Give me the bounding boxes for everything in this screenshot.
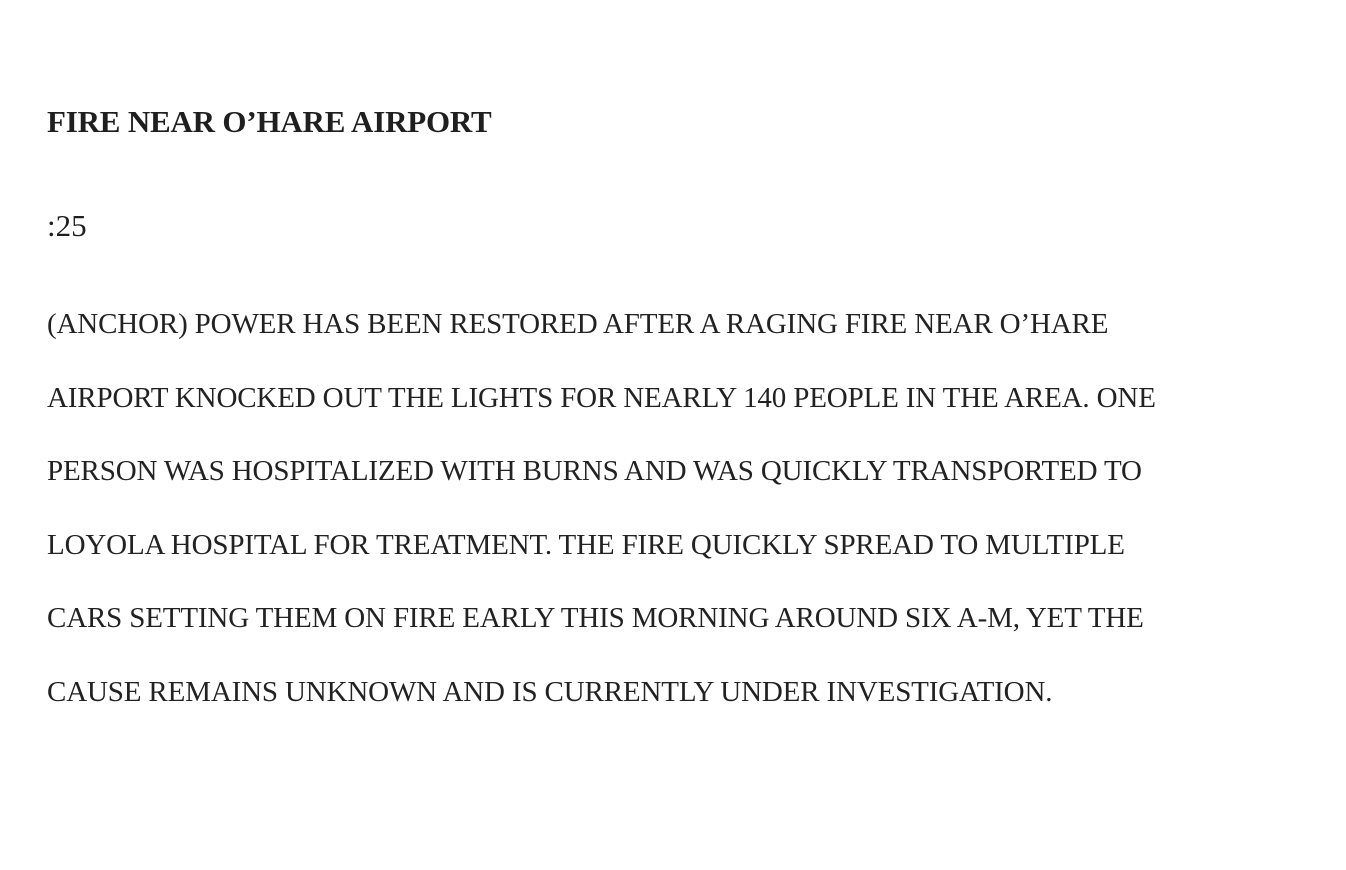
anchor-copy-line: CARS SETTING THEM ON FIRE EARLY THIS MORNING AROUND SIX A-M, YET THE (47, 602, 1144, 635)
anchor-copy-line: (ANCHOR) POWER HAS BEEN RESTORED AFTER A RAGING FIRE NEAR O’HARE (47, 308, 1109, 340)
anchor-copy-line: PERSON WAS HOSPITALIZED WITH BURNS AND WAS QUICKLY TRANSPORTED TO (47, 455, 1142, 488)
story-headline: FIRE NEAR O’HARE AIRPORT (47, 104, 492, 139)
anchor-copy-line: LOYOLA HOSPITAL FOR TREATMENT. THE FIRE QUICKLY SPREAD TO MULTIPLE (47, 528, 1125, 561)
anchor-copy-line: CAUSE REMAINS UNKNOWN AND IS CURRENTLY UNDER INVESTIGATION. (47, 675, 1053, 708)
anchor-copy (47, 306, 1317, 730)
story-runtime: :25 (47, 208, 87, 243)
anchor-copy-line: AIRPORT KNOCKED OUT THE LIGHTS FOR NEARLY 140 PEOPLE IN THE AREA. ONE (47, 381, 1156, 414)
